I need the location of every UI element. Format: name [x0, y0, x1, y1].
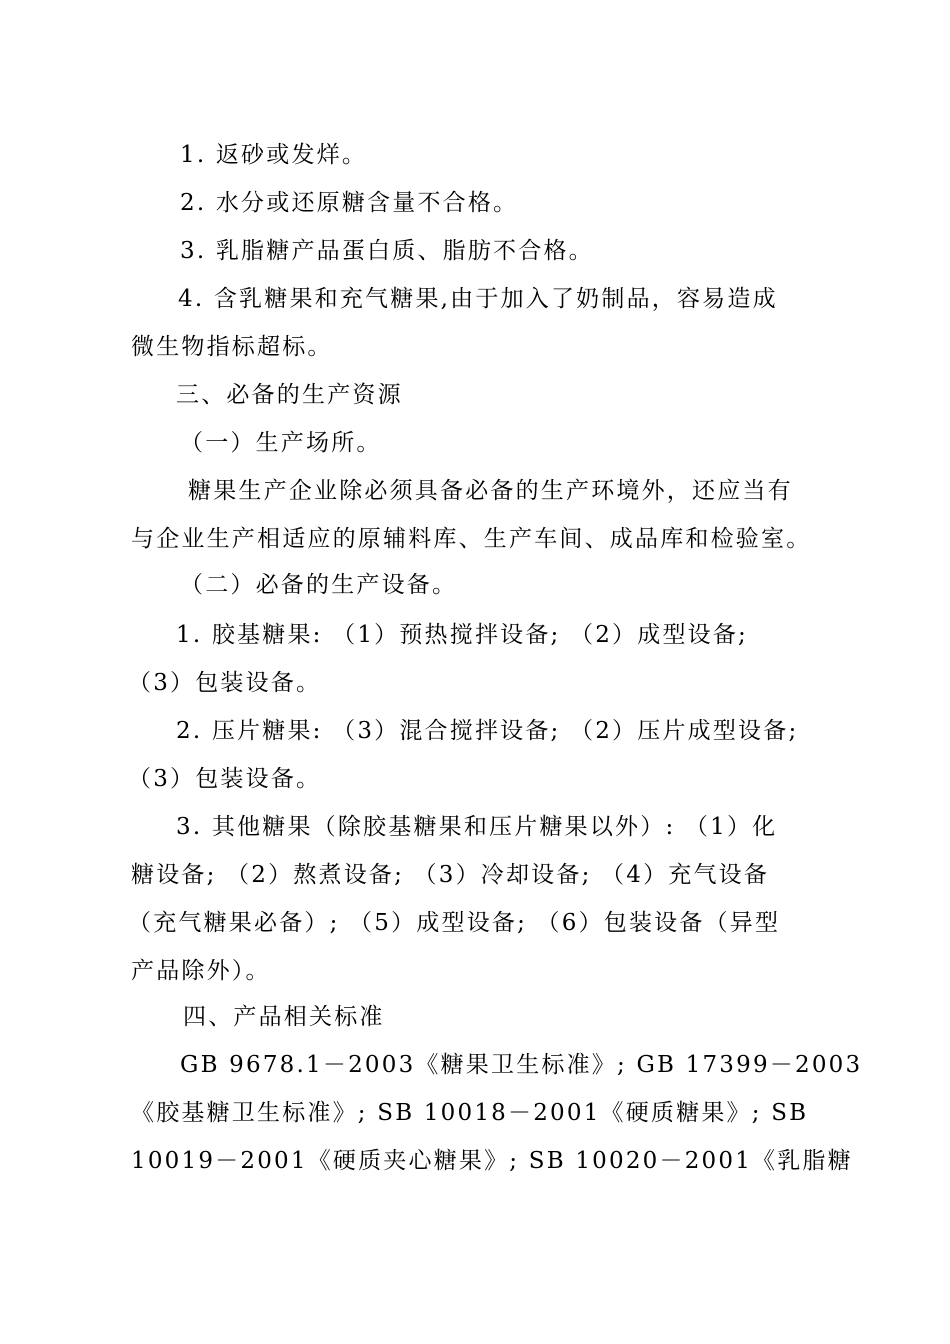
- list-item-1: 1. 返砂或发烊。: [180, 142, 368, 168]
- equipment-item-1-cont: （3）包装设备。: [128, 670, 322, 696]
- section-heading-3: 三、必备的生产资源: [176, 382, 403, 408]
- equipment-item-3-cont-3: 产品除外）。: [131, 958, 271, 984]
- paragraph-line-1: 糖果生产企业除必须具备必备的生产环境外，还应当有: [188, 478, 793, 504]
- equipment-item-2-cont: （3）包装设备。: [128, 766, 322, 792]
- standards-line-1: GB 9678.1－2003《糖果卫生标准》; GB 17399－2003: [180, 1052, 863, 1078]
- standards-line-3: 10019－2001《硬质夹心糖果》; SB 10020－2001《乳脂糖: [131, 1148, 853, 1174]
- equipment-item-3-cont-1: 糖设备; （2）熬煮设备; （3）冷却设备; （4）充气设备: [131, 862, 770, 888]
- list-item-4: 4. 含乳糖果和充气糖果,由于加入了奶制品，容易造成: [178, 286, 778, 312]
- subheading-2: （二）必备的生产设备。: [180, 572, 458, 598]
- equipment-item-3: 3. 其他糖果（除胶基糖果和压片糖果以外）: （1）化: [176, 814, 778, 840]
- standards-line-2: 《胶基糖卫生标准》; SB 10018－2001《硬质糖果》; SB: [131, 1100, 809, 1126]
- paragraph-line-2: 与企业生产相适应的原辅料库、生产车间、成品库和检验室。: [131, 526, 812, 552]
- list-item-4-cont: 微生物指标超标。: [131, 334, 333, 360]
- section-heading-4: 四、产品相关标准: [183, 1004, 385, 1030]
- list-item-3: 3. 乳脂糖产品蛋白质、脂肪不合格。: [180, 238, 594, 264]
- equipment-item-3-cont-2: （充气糖果必备）; （5）成型设备; （6）包装设备（异型: [128, 910, 781, 936]
- equipment-item-1: 1. 胶基糖果: （1）预热搅拌设备; （2）成型设备;: [176, 622, 748, 648]
- list-item-2: 2. 水分或还原糖含量不合格。: [180, 190, 519, 216]
- subheading-1: （一）生产场所。: [180, 430, 382, 456]
- equipment-item-2: 2. 压片糖果: （3）混合搅拌设备; （2）压片成型设备;: [176, 718, 799, 744]
